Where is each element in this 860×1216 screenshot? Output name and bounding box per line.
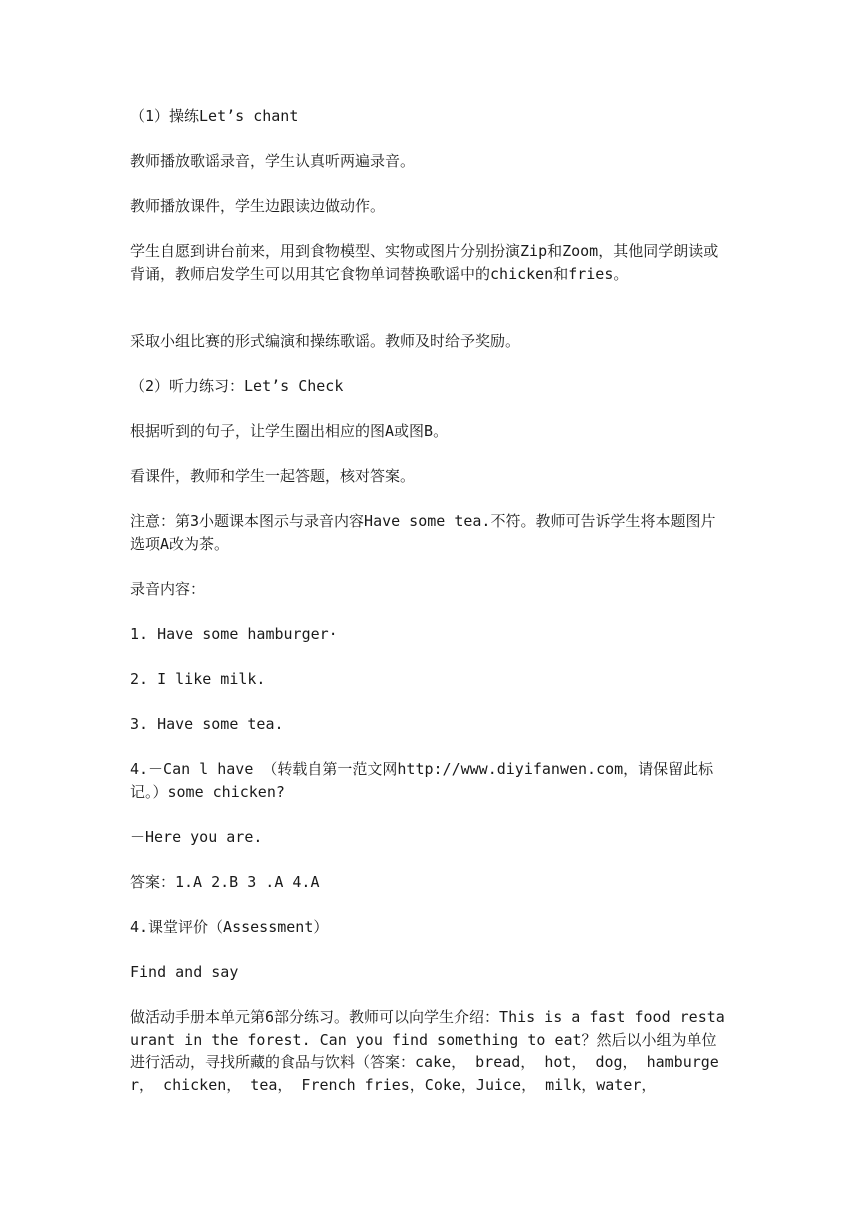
answer-line: 答案：1.A 2.B 3 .A 4.A [130,873,320,891]
paragraph: 看课件，教师和学生一起答题，核对答案。 [130,467,416,485]
activity-title: Find and say [130,963,239,981]
recording-line: －Here you are. [130,828,263,846]
recording-line: 2. I like milk. [130,670,266,688]
section-heading-assessment: 4.课堂评价（Assessment） [130,918,329,936]
paragraph: 教师播放课件，学生边跟读边做动作。 [130,197,386,215]
paragraph: 采取小组比赛的形式编演和操练歌谣。教师及时给予奖励。 [130,332,521,350]
section-heading-check: （2）听力练习：Let’s Check [130,377,344,395]
recording-heading: 录音内容： [130,580,206,598]
recording-line: 4.－Can l have （转载自第一范文网http://www.diyifanwen.com，请保留此标记。）some chicken? [130,760,714,801]
recording-line: 3. Have some tea. [130,715,284,733]
recording-line: 1. Have some hamburger· [130,625,338,643]
paragraph: 教师播放歌谣录音，学生认真听两遍录音。 [130,152,416,170]
note-paragraph: 注意：第3小题课本图示与录音内容Have some tea.不符。教师可告诉学生将本题图片选项A改为茶。 [130,512,716,553]
paragraph: 根据听到的句子，让学生圈出相应的图A或图B。 [130,422,449,440]
paragraph: 学生自愿到讲台前来，用到食物模型、实物或图片分别扮演Zip和Zoom，其他同学朗读或背诵，教师启发学生可以用其它食物单词替换歌谣中的chicken和fries。 [130,242,719,283]
paragraph: 做活动手册本单元第6部分练习。教师可以向学生介绍：This is a fast food restaurant in the forest. Can you find something to eat？然后以小组为单位进行活动，寻找所藏的食品与饮料（答案：cake， bread， hot， dog， hamburger， chicken， tea， French fries，Coke，Juice， milk，water， [130,1008,725,1094]
section-heading-chant: （1）操练Let’s chant [130,107,299,125]
